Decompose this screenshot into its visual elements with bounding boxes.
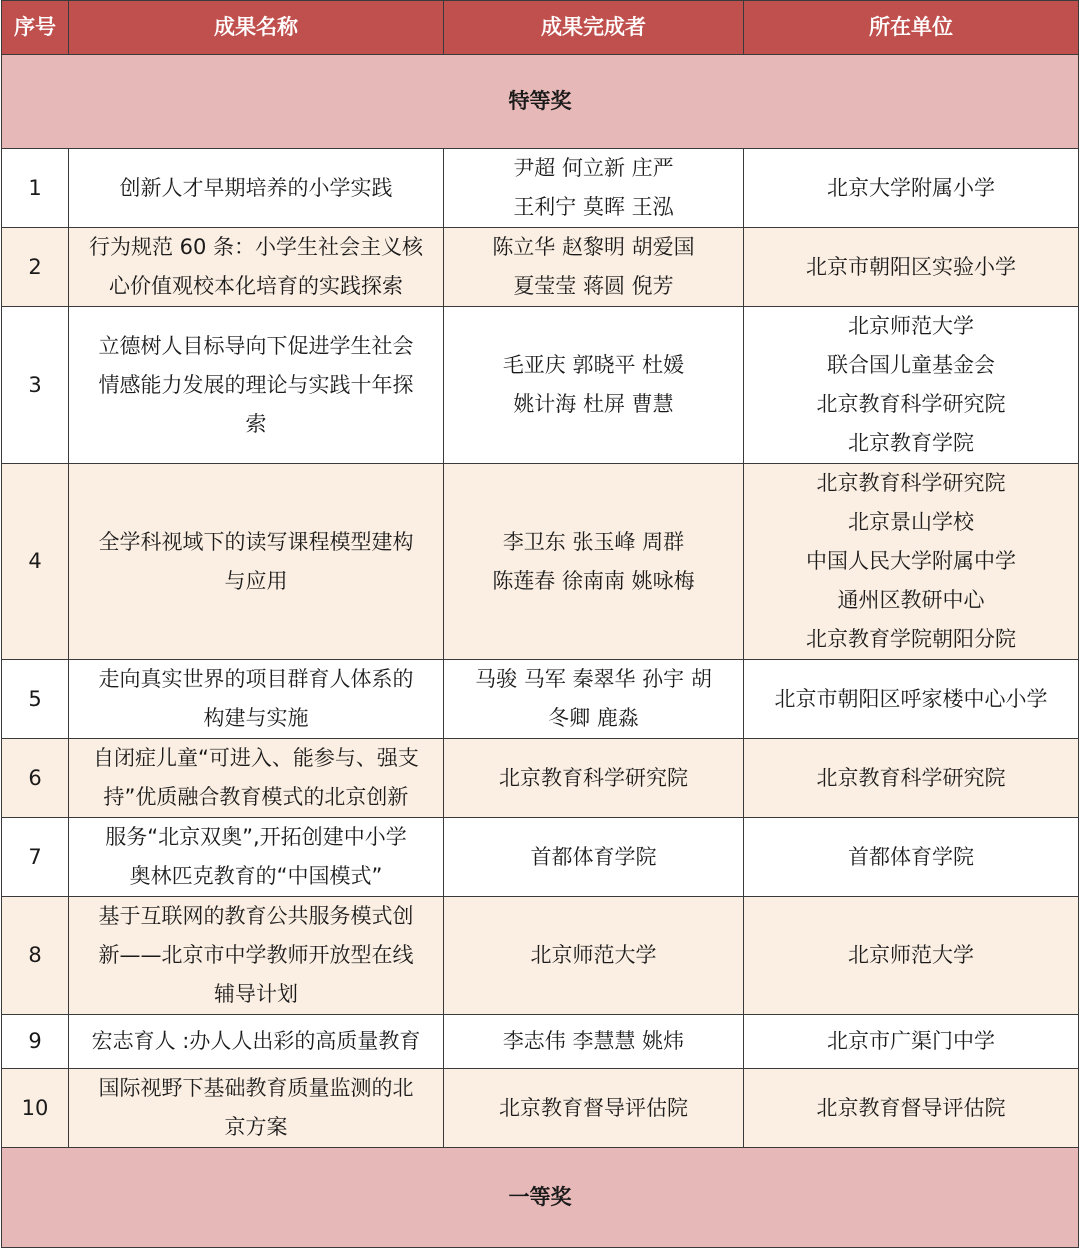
row-name bbox=[69, 307, 444, 464]
row-units-line: 北京教育学院朝阳分院 bbox=[806, 627, 1016, 651]
row-units-line: 北京市朝阳区呼家楼中心小学 bbox=[774, 686, 1048, 711]
row-no: 9 bbox=[2, 1015, 69, 1069]
row-units-line: 北京景山学校 bbox=[848, 510, 974, 534]
row-units bbox=[744, 739, 1079, 818]
row-authors-line: 姚计海 杜屏 曹慧 bbox=[513, 392, 674, 416]
row-name-line: 情感能力发展的理论与实践十年探 bbox=[98, 372, 414, 397]
row-no: 6 bbox=[2, 739, 69, 818]
row-name bbox=[69, 660, 444, 739]
row-no: 7 bbox=[2, 818, 69, 897]
row-name-line: 构建与实施 bbox=[203, 706, 309, 730]
row-name bbox=[69, 1015, 444, 1069]
table-row bbox=[2, 464, 1079, 660]
row-name-line: 走向真实世界的项目群育人体系的 bbox=[98, 667, 414, 691]
row-units bbox=[744, 660, 1079, 739]
row-name bbox=[69, 1069, 444, 1148]
row-units bbox=[744, 1015, 1079, 1069]
row-authors-line: 北京教育科学研究院 bbox=[499, 765, 688, 790]
row-no: 8 bbox=[2, 897, 69, 1015]
table-row bbox=[2, 149, 1079, 228]
table-row bbox=[2, 228, 1079, 307]
row-name-line: 新——北京市中学教师开放型在线 bbox=[98, 943, 414, 967]
row-units-line: 北京师范大学 bbox=[848, 943, 974, 967]
row-no: 1 bbox=[2, 149, 69, 228]
row-name bbox=[69, 464, 444, 660]
header-units: 所在单位 bbox=[744, 1, 1079, 55]
row-name-line: 全学科视域下的读写课程模型建构 bbox=[98, 529, 414, 554]
row-name-line: 持”优质融合教育模式的北京创新 bbox=[103, 785, 409, 809]
row-units bbox=[744, 818, 1079, 897]
table-row bbox=[2, 1015, 1079, 1069]
row-name-line: 服务“北京双奥”,开拓创建中小学 bbox=[105, 825, 407, 849]
row-name-line: 索 bbox=[245, 411, 267, 436]
row-authors-line: 首都体育学院 bbox=[530, 844, 657, 869]
row-authors bbox=[444, 739, 744, 818]
table-row bbox=[2, 307, 1079, 464]
row-name-line: 国际视野下基础教育质量监测的北 bbox=[98, 1076, 414, 1100]
row-authors bbox=[444, 1069, 744, 1148]
row-units bbox=[744, 149, 1079, 228]
row-name-line: 基于互联网的教育公共服务模式创 bbox=[98, 904, 414, 928]
row-units-line: 北京教育科学研究院 bbox=[816, 392, 1006, 416]
row-authors-line: 陈莲春 徐南南 姚咏梅 bbox=[492, 568, 695, 593]
header-authors: 成果完成者 bbox=[444, 1, 744, 55]
row-authors-line: 北京教育督导评估院 bbox=[499, 1095, 688, 1120]
row-units-line: 北京教育科学研究院 bbox=[816, 765, 1006, 790]
table-row bbox=[2, 660, 1079, 739]
table-row bbox=[2, 1069, 1079, 1148]
row-units bbox=[744, 228, 1079, 307]
row-authors-line: 李志伟 李慧慧 姚炜 bbox=[502, 1029, 685, 1053]
row-authors-line: 尹超 何立新 庄严 bbox=[513, 156, 674, 180]
row-units-line: 北京市朝阳区实验小学 bbox=[806, 254, 1016, 279]
row-name-line: 立德树人目标导向下促进学生社会 bbox=[98, 333, 414, 358]
row-name-line: 宏志育人 :办人人出彩的高质量教育 bbox=[91, 1029, 421, 1053]
header-row bbox=[2, 1, 1079, 55]
row-name bbox=[69, 818, 444, 897]
row-authors-line: 夏莹莹 蒋圆 倪芳 bbox=[513, 274, 674, 298]
row-authors bbox=[444, 228, 744, 307]
row-units bbox=[744, 464, 1079, 660]
row-authors bbox=[444, 464, 744, 660]
row-no: 5 bbox=[2, 660, 69, 739]
row-authors bbox=[444, 897, 744, 1015]
row-name bbox=[69, 739, 444, 818]
table-row bbox=[2, 897, 1079, 1015]
row-authors bbox=[444, 818, 744, 897]
row-authors-line: 马骏 马军 秦翠华 孙宇 胡 bbox=[475, 667, 712, 691]
row-no: 2 bbox=[2, 228, 69, 307]
row-units-line: 联合国儿童基金会 bbox=[827, 353, 995, 377]
table-row bbox=[2, 818, 1079, 897]
row-name-line: 心价值观校本化培育的实践探索 bbox=[109, 274, 403, 298]
section-row-special bbox=[2, 55, 1079, 149]
row-authors-line: 北京师范大学 bbox=[530, 943, 657, 967]
row-authors-line: 陈立华 赵黎明 胡爱国 bbox=[492, 235, 695, 259]
row-name-line: 与应用 bbox=[224, 568, 288, 593]
row-units bbox=[744, 897, 1079, 1015]
row-name-line: 辅导计划 bbox=[214, 982, 298, 1006]
row-no: 3 bbox=[2, 307, 69, 464]
row-name-line: 行为规范 60 条：小学生社会主义核 bbox=[88, 235, 424, 259]
row-no: 10 bbox=[2, 1069, 69, 1148]
row-units-line: 首都体育学院 bbox=[848, 844, 974, 869]
row-name-line: 奥林匹克教育的“中国模式” bbox=[129, 864, 383, 888]
row-units-line: 北京大学附属小学 bbox=[827, 175, 995, 200]
row-units-line: 通州区教研中心 bbox=[837, 588, 985, 612]
row-name bbox=[69, 897, 444, 1015]
row-units-line: 北京师范大学 bbox=[848, 314, 974, 338]
row-units-line: 北京教育学院 bbox=[848, 431, 974, 455]
header-name: 成果名称 bbox=[69, 1, 444, 55]
row-authors-line: 毛亚庆 郭晓平 杜媛 bbox=[502, 353, 685, 377]
row-authors-line: 王利宁 莫晖 王泓 bbox=[513, 195, 674, 219]
row-authors bbox=[444, 149, 744, 228]
row-units bbox=[744, 307, 1079, 464]
section-row-first bbox=[2, 1148, 1079, 1248]
row-authors-line: 冬卿 鹿淼 bbox=[548, 706, 639, 730]
table-row bbox=[2, 739, 1079, 818]
row-units-line: 北京教育督导评估院 bbox=[816, 1095, 1006, 1120]
row-name-line: 京方案 bbox=[224, 1115, 288, 1139]
row-authors bbox=[444, 307, 744, 464]
award-table bbox=[1, 0, 1079, 1248]
row-authors bbox=[444, 660, 744, 739]
row-name bbox=[69, 228, 444, 307]
row-name-line: 创新人才早期培养的小学实践 bbox=[119, 175, 393, 200]
row-no: 4 bbox=[2, 464, 69, 660]
header-no: 序号 bbox=[2, 1, 69, 55]
section-title: 一等奖 bbox=[2, 1148, 1079, 1248]
row-name-line: 自闭症儿童“可进入、能参与、强支 bbox=[93, 746, 419, 770]
section-title: 特等奖 bbox=[2, 55, 1079, 149]
row-units-line: 北京教育科学研究院 bbox=[816, 471, 1006, 495]
row-authors bbox=[444, 1015, 744, 1069]
row-name bbox=[69, 149, 444, 228]
row-units-line: 北京市广渠门中学 bbox=[827, 1029, 995, 1053]
row-units bbox=[744, 1069, 1079, 1148]
row-units-line: 中国人民大学附属中学 bbox=[806, 549, 1016, 573]
row-authors-line: 李卫东 张玉峰 周群 bbox=[502, 529, 685, 554]
